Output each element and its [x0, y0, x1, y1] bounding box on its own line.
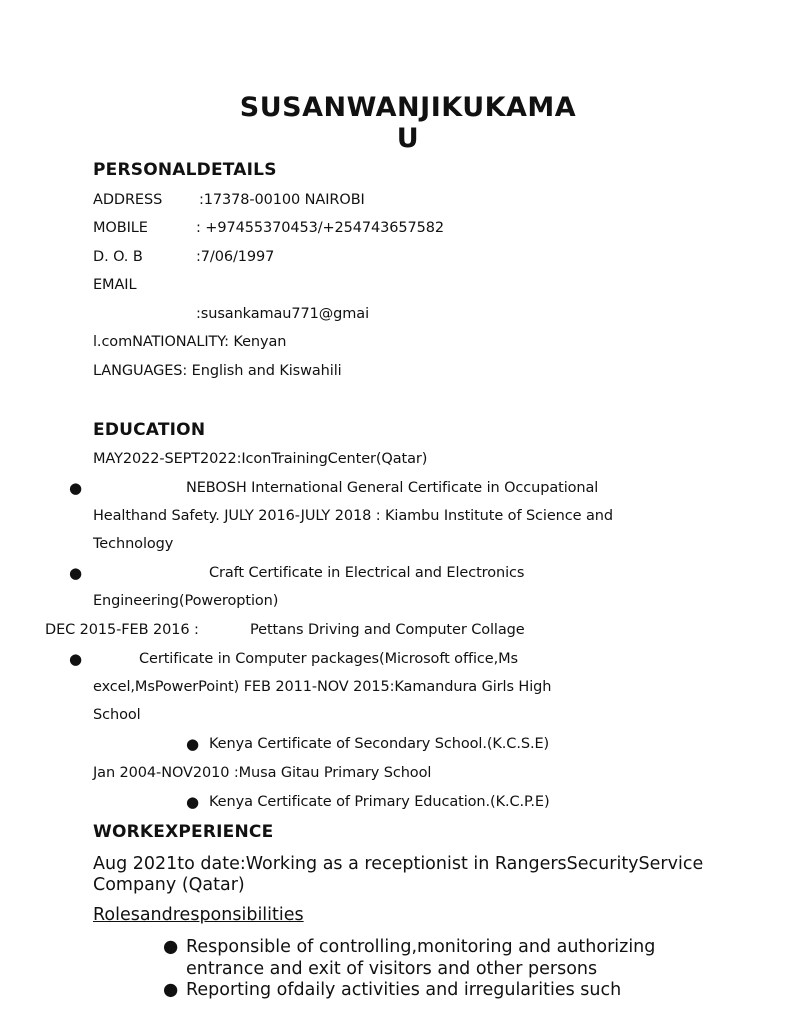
languages-line: LANGUAGES: English and Kiswahili — [93, 363, 342, 379]
mobile-label: MOBILE — [93, 220, 148, 236]
education-line: Healthand Safety. JULY 2016-JULY 2018 : Kiambu Institute of Science and — [93, 508, 613, 524]
email-value: :susankamau771@gmai — [196, 306, 370, 322]
work-line: Company (Qatar) — [93, 875, 245, 895]
nationality-line: l.comNATIONALITY: Kenyan — [93, 334, 287, 350]
address-label: ADDRESS — [93, 192, 163, 208]
work-experience-heading: WORKEXPERIENCE — [93, 822, 274, 842]
page-title — [200, 92, 616, 154]
roles-heading: Rolesandresponsibilities — [93, 905, 304, 925]
education-bullet-text: Kenya Certificate of Primary Education.(K.C.P.E) — [209, 794, 550, 810]
bullet-icon: ● — [163, 980, 179, 1000]
education-line: MAY2022-SEPT2022:IconTrainingCenter(Qatar) — [93, 451, 428, 467]
email-label: EMAIL — [93, 277, 137, 293]
mobile-value: : +97455370453/+254743657582 — [196, 220, 445, 236]
education-line: School — [93, 707, 141, 723]
bullet-icon: ● — [186, 793, 200, 811]
name-line-2: U — [396, 123, 420, 154]
education-date: DEC 2015-FEB 2016 : — [45, 622, 199, 638]
bullet-icon: ● — [69, 479, 83, 497]
dob-label: D. O. B — [93, 249, 143, 265]
education-school: Pettans Driving and Computer Collage — [250, 622, 525, 638]
role-text: Reporting ofdaily activities and irregularities such — [186, 980, 622, 1000]
bullet-icon: ● — [186, 735, 200, 753]
education-line: Engineering(Poweroption) — [93, 593, 279, 609]
bullet-icon: ● — [69, 564, 83, 582]
education-line: Technology — [93, 536, 174, 552]
dob-value: :7/06/1997 — [196, 249, 275, 265]
education-line: excel,MsPowerPoint) FEB 2011-NOV 2015:Kamandura Girls High — [93, 679, 552, 695]
education-bullet-text: Kenya Certificate of Secondary School.(K.C.S.E) — [209, 736, 550, 752]
work-line: Aug 2021to date:Working as a receptionist in RangersSecurityService — [93, 854, 704, 874]
education-bullet-text: Certificate in Computer packages(Microsoft office,Ms — [139, 651, 518, 667]
education-bullet-text: NEBOSH International General Certificate in Occupational — [186, 480, 599, 496]
personal-details-heading: PERSONALDETAILS — [93, 160, 277, 180]
education-heading: EDUCATION — [93, 420, 206, 440]
role-text: entrance and exit of visitors and other persons — [186, 959, 598, 979]
role-text: Responsible of controlling,monitoring and authorizing — [186, 937, 656, 957]
address-value: :17378-00100 NAIROBI — [199, 192, 365, 208]
bullet-icon: ● — [69, 650, 83, 668]
name-line-1: SUSANWANJIKUKAMA — [239, 92, 577, 123]
education-bullet-text: Craft Certificate in Electrical and Electronics — [209, 565, 525, 581]
education-line: Jan 2004-NOV2010 :Musa Gitau Primary School — [93, 765, 432, 781]
bullet-icon: ● — [163, 937, 179, 957]
